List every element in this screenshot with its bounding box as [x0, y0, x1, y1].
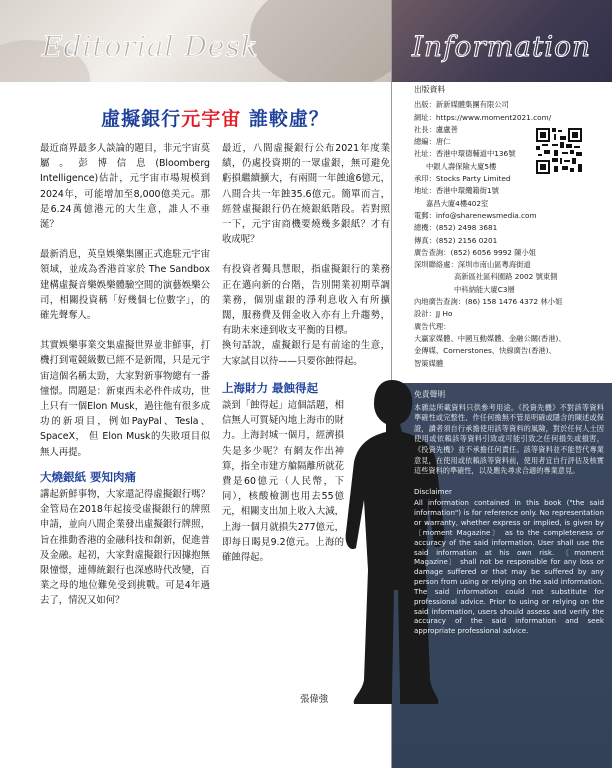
- info-line: 智策媒體: [414, 358, 444, 368]
- information-banner: [392, 0, 612, 82]
- disclaimer-en: All information contained in this book ("the said information") is for reference only. No representation or warranty, whether express or implied, is given by 〔moment Magazine〕 as to the completeness or accuracy of the said information. User shall use the said information at his own risk. 〔moment Magazine〕 shall not be responsible for any loss or damage suffered or that may be suffered by any person from using or relying on the said information. The said information could not substitute for professional advice. Prior to using or relying on the said information, users should assess and verify the accuracy of the said information and seek appropriate professional advice.: [414, 498, 604, 636]
- subheading: 大燒銀紙 要知肉痛: [40, 469, 137, 484]
- info-line: 設計：JJ Ho: [414, 309, 453, 319]
- paragraph: 最近商界最多人談論的題目，非元宇宙莫屬。彭博信息(Bloomberg Intelligence)估計，元宇宙市場規模到2024年，可能增加至8,000億美元。那是6.24萬億港元的大生意，誰人不垂涎？: [40, 143, 210, 231]
- publication-info: [414, 84, 604, 370]
- info-line: 傳真：(852) 2156 0201: [414, 235, 498, 245]
- info-line: 高新區社區科園路 2002 號東側: [454, 272, 558, 282]
- info-line: 廣告查詢：(852) 6056 9992 陳小姐: [414, 247, 537, 257]
- article-headline: [40, 104, 390, 131]
- info-line: 社址：香港中環德輔道中136號: [414, 149, 516, 159]
- paragraph: 講起新鮮事物，大家還記得虛擬銀行嗎？金管局在2018年起接受虛擬銀行的牌照申請，並向八間企業發出虛擬銀行牌照，旨在推動香港的金融科技和創新，促進普及金融。起初，大家對虛擬銀行因據抱無限憧憬，連傳統銀行也深感時代改變，百業之母的地位難免受到挑戰。可是4年過去了，情況又如何？: [40, 489, 210, 607]
- editorial-desk-title: Editorial Desk: [42, 30, 259, 63]
- info-line: 中科納能大廈C3層: [454, 284, 515, 294]
- website-link[interactable]: 網址：https://www.moment2021.com/: [414, 112, 552, 122]
- info-line: 金傳媒、Cornerstones、快線廣告(香港)、: [414, 346, 556, 356]
- paragraph: 換句話說，虛擬銀行是有前途的生意，大家試目以待——只要你蝕得起。: [222, 340, 390, 367]
- info-line: 深圳聯絡處：深圳市南山區粵海街道: [414, 260, 531, 270]
- info-line: 出版：新新媒體集團有限公司: [414, 100, 509, 110]
- info-line: 總機：(852) 2498 3681: [414, 223, 498, 233]
- disclaimer-zh: 本雜誌所載資料只供參考用途。《投資先機》不對該等資料準確性或完整性、作任何擔無不管是明確或隱含的陳述或保證，讀者須自行承擔使用該等資料的風險，對於任何人士因使用或依賴該等資料引致或可能引致之任何損失或損害，《投資先機》並不承擔任何責任。該等資料並不能替代專業意見，在使用或依賴該等資料前，使用者宜自行評估及核實這些資料的準確性，以及應先尋求合適的專業意見。: [414, 402, 604, 476]
- info-line: 廣告代理：: [414, 321, 451, 331]
- email-link[interactable]: 電郵：info@sharenewsmedia.com: [414, 210, 537, 220]
- article-column-1: [40, 141, 210, 624]
- info-line: 地址：香港中環纜籍街1號: [414, 186, 499, 196]
- paragraph: 最新消息，英皇娛樂集團正式進駐元宇宙領域，並成為香港首家於 The Sandbox 建構虛擬音樂娛樂體驗空間的演藝娛樂公司，相關投資稱「好幾個七位數字」，的確先聲奪人。: [40, 249, 210, 322]
- disclaimer-title: 免責聲明: [414, 390, 446, 399]
- info-line: 總編：唐仁: [414, 137, 451, 147]
- subheading: 上海財力 最蝕得起: [222, 380, 319, 395]
- paragraph: 最近，八間虛擬銀行公布2021年度業績，仍處投資期的一眾虛銀，無可避免虧損繼續擴大，有兩間一年蝕逾6億元，八間合共一年蝕35.6億元。簡單而言，經營虛擬銀行仍在燒銀紙階段。若對照一下，元宇宙商機要燒幾多銀紙？才有收成呢？: [222, 143, 390, 246]
- publication-info-title: 出版資料: [414, 85, 446, 94]
- info-line: 中銀人壽保險大廈5樓: [426, 161, 497, 171]
- author-name: 張偉強: [300, 694, 329, 705]
- info-line: 嘉昌大廈4樓402室: [426, 198, 489, 208]
- headline-part2: 誰較虛？: [241, 108, 329, 130]
- information-title: Information: [412, 30, 592, 63]
- qr-code-icon[interactable]: [536, 128, 582, 174]
- paragraph: 談到「蝕得起」這個話題，相信無人可質疑內地上海市的財力。上海封城一個月，經濟損失是多少呢？有網友作出神算，指全市建方艙隔離所就花費是60億元（人民幣，下同），核酸檢測也用去55億元，相關支出加上收入大減，上海一個月就損失277億元，即每日暍見9.2億元。上海的確蝕得起。: [222, 400, 344, 564]
- info-line: 大贏家媒體、中國互動媒體、金融公關(香港)、: [414, 333, 566, 343]
- headline-highlight: 元宇宙: [181, 108, 242, 130]
- paragraph: 其實娛樂事業交集虛擬世界並非鮮事，打機打到電競級數已經不是新聞，只是元宇宙這個名稱太勁，大家對新事物總有一番憧憬。問題是：新東西未必件件成功，世上只有一個Elon Musk，過往他有很多成功的新項目，例如PayPal、Tesla、SpaceX， 但 Elon Musk的失敗項目似無人再提。: [40, 340, 210, 458]
- paragraph: 有投資者獨具慧眼，指虛擬銀行的業務正在邁向新的台階，告別開業初期草調業務，個別虛銀的淨利息收入有所擴闊，服務費及佣金收入亦有上升趨勢，有助未來達到收支平衡的目標。: [222, 264, 390, 337]
- info-line: 社長：盧盧善: [414, 124, 458, 134]
- editorial-desk-banner: [0, 0, 392, 82]
- info-line: 承印：Stocks Party Limited: [414, 174, 511, 184]
- info-line: 內地廣告查詢：(86) 158 1476 4372 林小姐: [414, 297, 563, 307]
- disclaimer: [414, 390, 604, 636]
- disclaimer-en-title: Disclaimer: [414, 486, 453, 496]
- headline-part1: 虛擬銀行: [101, 108, 182, 130]
